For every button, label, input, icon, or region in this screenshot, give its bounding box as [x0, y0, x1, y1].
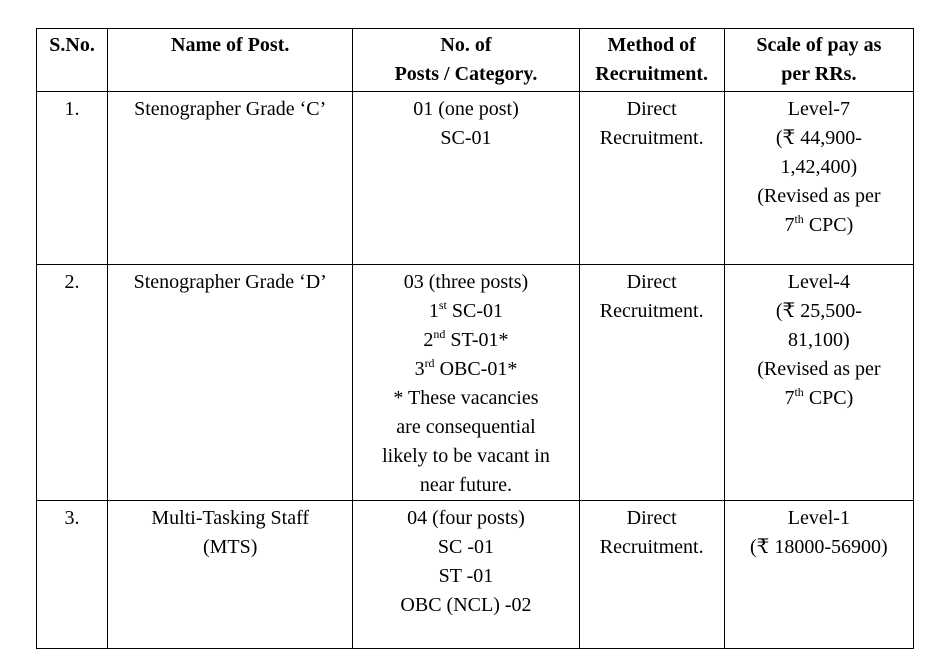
header-method: Method of Recruitment.: [579, 29, 724, 92]
cell-scale-of-pay: Level-7 (₹ 44,900- 1,42,400) (Revised as per 7th CPC): [724, 92, 913, 265]
cell-posts-category: 01 (one post) SC-01: [353, 92, 579, 265]
posts-table: [36, 28, 914, 649]
cell-posts-category: 03 (three posts) 1st SC-01 2nd ST-01* 3rd OBC-01* * These vacancies are consequential likely to be vacant in near future.: [353, 265, 579, 501]
cell-sno: 3.: [37, 501, 108, 649]
cell-name-of-post: Multi-Tasking Staff (MTS): [108, 501, 353, 649]
header-row: [37, 29, 914, 92]
table-row: [37, 92, 914, 265]
table-row: [37, 501, 914, 649]
cell-method: Direct Recruitment.: [579, 92, 724, 265]
cell-name-of-post: Stenographer Grade ‘D’: [108, 265, 353, 501]
header-scale-of-pay: Scale of pay as per RRs.: [724, 29, 913, 92]
cell-sno: 1.: [37, 92, 108, 265]
cell-method: Direct Recruitment.: [579, 501, 724, 649]
header-no-of-posts: No. of Posts / Category.: [353, 29, 579, 92]
cell-posts-category: 04 (four posts) SC -01 ST -01 OBC (NCL) -02: [353, 501, 579, 649]
table-row: [37, 265, 914, 501]
cell-scale-of-pay: Level-1 (₹ 18000-56900): [724, 501, 913, 649]
header-sno: S.No.: [37, 29, 108, 92]
header-name-of-post: Name of Post.: [108, 29, 353, 92]
cell-sno: 2.: [37, 265, 108, 501]
cell-scale-of-pay: Level-4 (₹ 25,500- 81,100) (Revised as per 7th CPC): [724, 265, 913, 501]
cell-name-of-post: Stenographer Grade ‘C’: [108, 92, 353, 265]
cell-method: Direct Recruitment.: [579, 265, 724, 501]
